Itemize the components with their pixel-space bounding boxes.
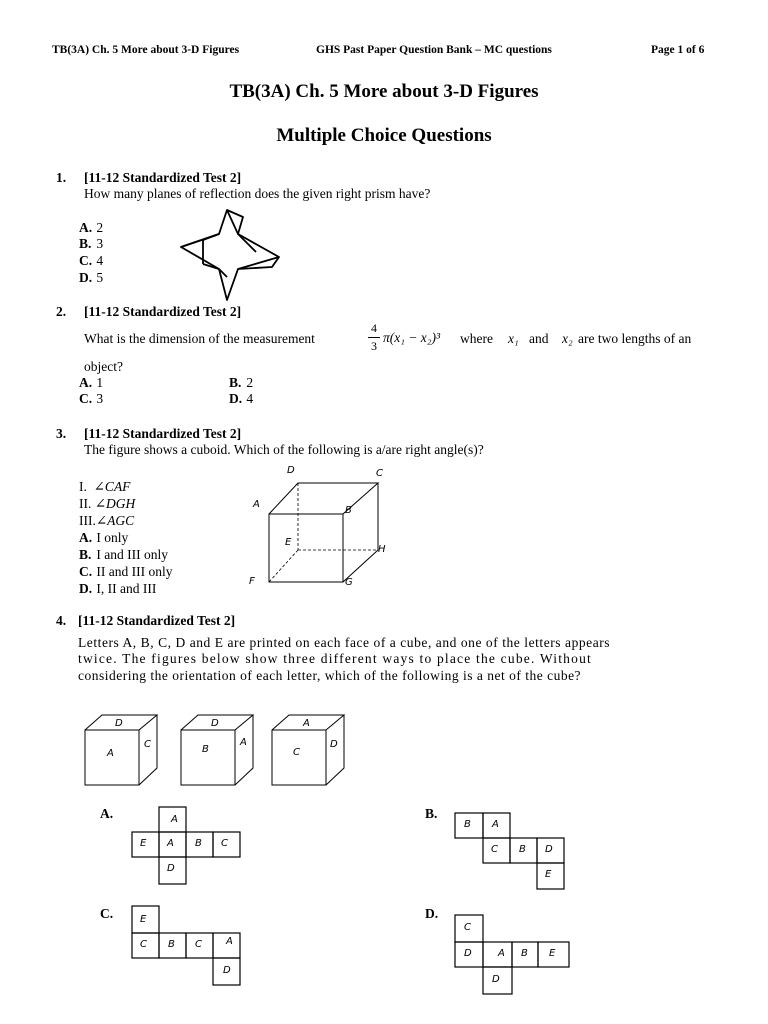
header-left: TB(3A) Ch. 5 More about 3-D Figures xyxy=(52,44,240,56)
q2-option-a-letter: A. xyxy=(79,375,93,390)
net-b-figure[interactable] xyxy=(452,810,572,892)
net-b-cell-5: D xyxy=(545,844,553,855)
q1-option-a-letter: A. xyxy=(79,220,93,235)
cuboid-label-g: G xyxy=(345,577,353,588)
net-c-cell-1: E xyxy=(140,914,147,925)
net-c-cell-2: C xyxy=(140,939,147,950)
q2-fraction-denominator: 3 xyxy=(371,339,377,353)
net-a-cell-6: D xyxy=(167,863,175,874)
q1-option-d-letter: D. xyxy=(79,270,93,285)
q3-option-d[interactable] xyxy=(79,581,156,597)
q2-text-after: are two lengths of an xyxy=(578,331,692,346)
q3-option-b-value: I and III only xyxy=(96,547,168,562)
q2-option-c-letter: C. xyxy=(79,391,93,406)
q2-number: 2. xyxy=(56,304,67,319)
net-b-cell-1: B xyxy=(464,819,471,830)
q3-statement-2-angle: ∠DGH xyxy=(94,496,136,511)
q2-source: [11-12 Standardized Test 2] xyxy=(84,304,242,319)
net-a-label[interactable]: A. xyxy=(100,806,114,821)
cube-2-side: A xyxy=(240,737,247,748)
q2-option-d-value: 4 xyxy=(246,391,254,406)
cuboid-label-e: E xyxy=(285,537,292,548)
q1-option-b[interactable] xyxy=(79,236,103,252)
net-c-label[interactable]: C. xyxy=(100,906,114,921)
q2-var-x2: x₂ xyxy=(562,331,573,346)
q3-option-c-letter: C. xyxy=(79,564,93,579)
q2-option-c[interactable] xyxy=(79,391,103,407)
net-c-cell-3: B xyxy=(168,939,175,950)
net-a-cell-3: A xyxy=(167,838,174,849)
net-d-cell-1: C xyxy=(464,922,471,933)
net-b-label[interactable]: B. xyxy=(425,806,438,821)
q1-option-d[interactable] xyxy=(79,270,103,286)
page-subtitle: Multiple Choice Questions xyxy=(276,125,492,146)
q3-number: 3. xyxy=(56,426,67,441)
net-c-cell-5: A xyxy=(226,936,233,947)
q3-source: [11-12 Standardized Test 2] xyxy=(84,426,242,441)
q2-option-a[interactable] xyxy=(79,375,103,391)
cube-3-front: C xyxy=(293,747,300,758)
cuboid-label-f: F xyxy=(249,576,255,587)
cuboid-figure xyxy=(245,460,395,590)
page-title: TB(3A) Ch. 5 More about 3-D Figures xyxy=(229,81,539,102)
q3-statement-3-roman: III. xyxy=(79,513,96,528)
net-c-cell-6: D xyxy=(223,965,231,976)
net-b-cell-2: A xyxy=(492,819,499,830)
q3-option-a-value: I only xyxy=(96,530,129,545)
net-b-cell-4: B xyxy=(519,844,526,855)
net-d-cell-4: B xyxy=(521,948,528,959)
cube-1-front: A xyxy=(107,748,114,759)
header-center: GHS Past Paper Question Bank – MC questions xyxy=(316,44,552,56)
cuboid-label-c: C xyxy=(376,468,383,479)
q1-number: 1. xyxy=(56,170,67,185)
net-c-cell-4: C xyxy=(195,939,202,950)
q3-option-b[interactable] xyxy=(79,547,168,563)
q3-option-a-letter: A. xyxy=(79,530,93,545)
q3-option-a[interactable] xyxy=(79,530,128,546)
net-d-cell-2: D xyxy=(464,948,472,959)
q2-text-before: What is the dimension of the measurement xyxy=(84,331,315,346)
q2-text-where: where xyxy=(460,331,493,346)
q2-formula-fraction xyxy=(368,321,380,354)
cuboid-label-b: B xyxy=(345,505,352,516)
cube-1-side: C xyxy=(144,739,151,750)
q3-option-c-value: II and III only xyxy=(96,564,173,579)
net-d-cell-3: A xyxy=(498,948,505,959)
net-a-cell-2: E xyxy=(140,838,147,849)
cube-views-figure xyxy=(82,710,362,790)
net-d-label[interactable]: D. xyxy=(425,906,439,921)
cuboid-label-d: D xyxy=(287,465,295,476)
header-right: Page 1 of 6 xyxy=(651,44,705,56)
cube-2-top: D xyxy=(211,718,219,729)
q1-option-b-value: 3 xyxy=(96,236,104,251)
q3-option-d-value: I, II and III xyxy=(96,581,157,596)
q3-statement-1-roman: I. xyxy=(79,479,87,494)
q2-option-c-value: 3 xyxy=(96,391,104,406)
cube-2-front: B xyxy=(202,744,209,755)
q2-text-and: and xyxy=(529,331,549,346)
net-c-figure[interactable] xyxy=(128,903,248,987)
q1-option-c[interactable] xyxy=(79,253,103,269)
q1-option-b-letter: B. xyxy=(79,236,92,251)
q4-source: [11-12 Standardized Test 2] xyxy=(78,613,236,628)
net-a-figure[interactable] xyxy=(128,805,248,887)
q3-statement-3-angle: ∠AGC xyxy=(95,513,135,528)
q3-option-c[interactable] xyxy=(79,564,172,580)
q2-option-d[interactable] xyxy=(229,391,253,407)
cube-3-side: D xyxy=(330,739,338,750)
cube-3-top: A xyxy=(303,718,310,729)
q4-number: 4. xyxy=(56,613,67,628)
net-b-cell-6: E xyxy=(545,869,552,880)
q2-option-d-letter: D. xyxy=(229,391,243,406)
q2-option-b[interactable] xyxy=(229,375,253,391)
q3-statement-1 xyxy=(79,479,130,495)
net-d-cell-5: E xyxy=(549,948,556,959)
star-prism-figure xyxy=(176,207,286,303)
q3-statement-2-roman: II. xyxy=(79,496,92,511)
q2-fraction-bar xyxy=(368,337,380,338)
q3-statement-3 xyxy=(79,513,134,529)
net-d-figure[interactable] xyxy=(452,912,577,996)
net-a-cell-1: A xyxy=(171,814,178,825)
q4-text-line-1: Letters A, B, C, D and E are printed on each face of a cube, and one of the letters appears xyxy=(78,635,611,650)
cuboid-label-a: A xyxy=(253,499,260,510)
q1-option-a-value: 2 xyxy=(96,220,104,235)
q1-text: How many planes of reflection does the given right prism have? xyxy=(84,186,431,201)
q2-formula-body: π(x₁ − x₂)³ xyxy=(383,330,441,345)
q4-text-line-3: considering the orientation of each letter, which of the following is a net of the cube? xyxy=(78,668,582,683)
q3-statement-1-angle: ∠CAF xyxy=(93,479,131,494)
q3-option-d-letter: D. xyxy=(79,581,93,596)
q2-fraction-numerator: 4 xyxy=(371,321,377,335)
q1-option-d-value: 5 xyxy=(96,270,104,285)
q3-option-b-letter: B. xyxy=(79,547,92,562)
net-d-cell-6: D xyxy=(492,974,500,985)
q2-text-cont: object? xyxy=(84,359,123,374)
q4-text-line-2: twice. The figures below show three different ways to place the cube. Without xyxy=(78,651,592,666)
q2-option-b-letter: B. xyxy=(229,375,242,390)
cuboid-label-h: H xyxy=(378,544,386,555)
net-b-cell-3: C xyxy=(491,844,498,855)
q1-option-a[interactable] xyxy=(79,220,103,236)
q3-text: The figure shows a cuboid. Which of the following is a/are right angle(s)? xyxy=(84,442,484,457)
q3-statement-2 xyxy=(79,496,135,512)
net-a-cell-4: B xyxy=(195,838,202,849)
q1-option-c-value: 4 xyxy=(96,253,104,268)
q2-option-a-value: 1 xyxy=(96,375,104,390)
q1-source: [11-12 Standardized Test 2] xyxy=(84,170,242,185)
cube-1-top: D xyxy=(115,718,123,729)
net-a-cell-5: C xyxy=(221,838,228,849)
q2-var-x1: x₁ xyxy=(508,331,519,346)
q2-option-b-value: 2 xyxy=(246,375,254,390)
q1-option-c-letter: C. xyxy=(79,253,93,268)
